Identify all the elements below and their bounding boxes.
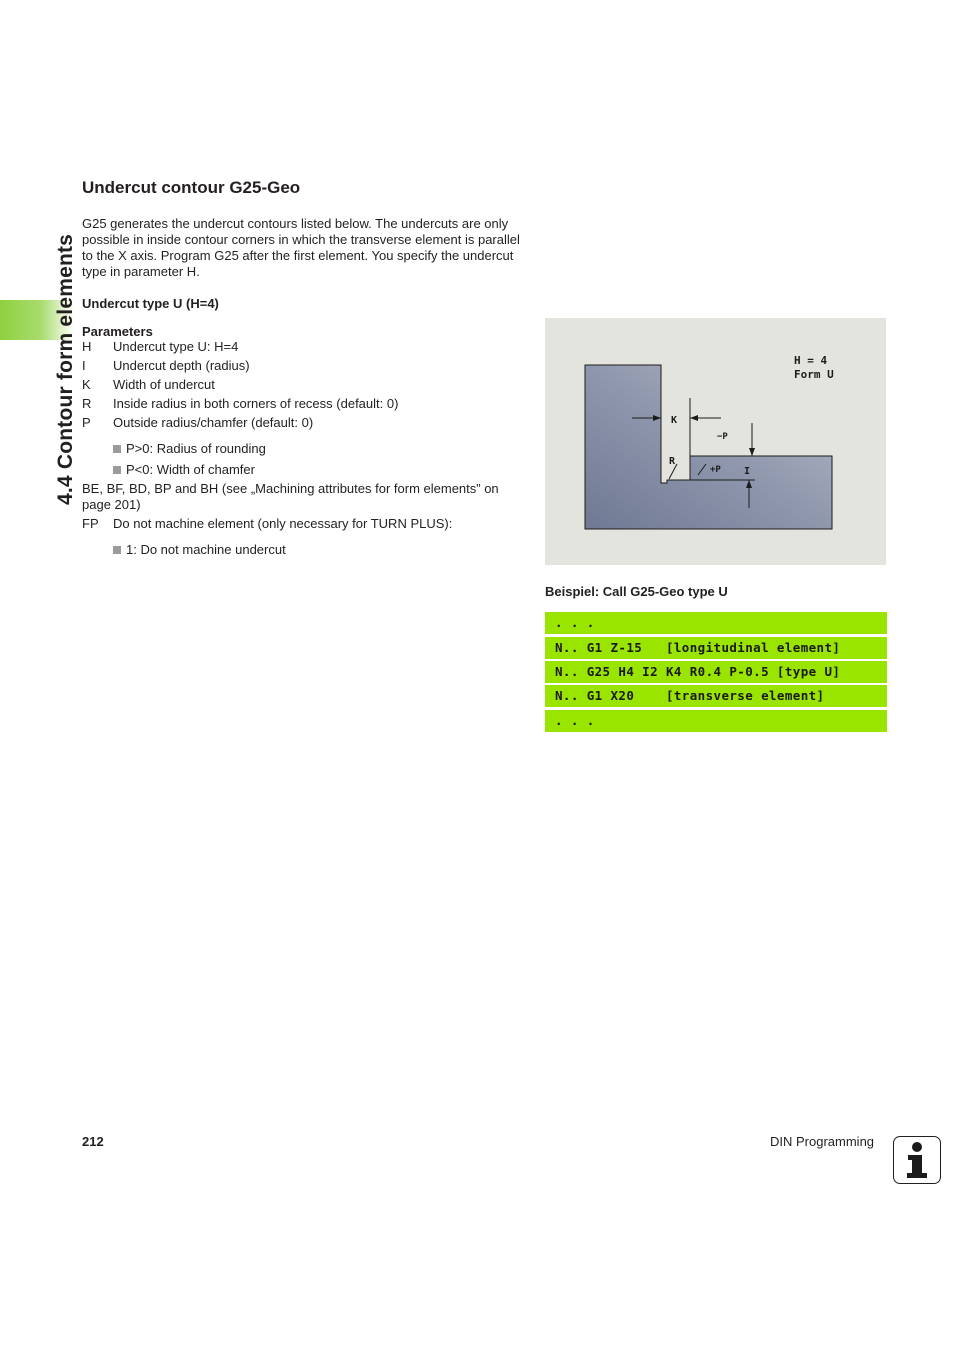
page-number: 212 [82,1134,104,1149]
arrow-i-top [749,448,755,456]
bullet-square-icon [113,466,121,474]
parameter-desc: Do not machine element (only necessary for TURN PLUS): [113,516,453,531]
section-title: Undercut contour G25-Geo [82,178,301,197]
bullet-item [113,542,286,558]
code-line: N.. G25 H4 I2 K4 R0.4 P-0.5 [type U] [545,661,887,683]
parameter-key: R [82,396,92,411]
label-r: R [669,456,676,467]
code-line: . . . [545,710,887,732]
intro-paragraph: G25 generates the undercut contours listed below. The undercuts are only possible in inside contour corners in which the transverse element is parallel to the X axis. Program G25 after the first element. You specify the undercut type in parameter H. [82,216,520,279]
undercut-type-heading: Undercut type U (H=4) [82,296,219,311]
code-line: N.. G1 Z-15 [longitudinal element] [545,637,887,659]
bullet-square-icon [113,546,121,554]
machining-attributes-text: BE, BF, BD, BP and BH (see „Machining attributes for form elements” on page 201) [82,481,499,512]
parameter-desc: Inside radius in both corners of recess (default: 0) [113,396,399,411]
parameter-desc: Undercut type U: H=4 [113,339,239,354]
parameter-desc: Undercut depth (radius) [113,358,250,373]
parameter-key: H [82,339,92,354]
parameter-key: P [82,415,91,430]
arrow-k-right [690,415,698,421]
parameter-desc: Width of undercut [113,377,215,392]
info-icon [893,1136,941,1184]
code-line: . . . [545,612,887,634]
example-title: Beispiel: Call G25-Geo type U [545,584,728,599]
undercut-diagram [545,318,886,565]
bullet-item [113,462,255,478]
label-k: K [671,415,678,426]
parameter-key: I [82,358,86,373]
bullet-item [113,441,266,457]
label-form: Form U [794,368,834,381]
workpiece-shape [585,365,832,529]
parameter-desc: Outside radius/chamfer (default: 0) [113,415,314,430]
bullet-text: 1: Do not machine undercut [126,542,286,557]
code-line: N.. G1 X20 [transverse element] [545,685,887,707]
label-h: H = 4 [794,354,828,367]
parameter-key: K [82,377,91,392]
bullet-square-icon [113,445,121,453]
chapter-title-vertical: 4.4 Contour form elements [54,233,77,505]
bullet-text: P>0: Radius of rounding [126,441,266,456]
label-i: I [744,466,751,477]
parameter-key: FP [82,516,99,531]
manual-title: DIN Programming [770,1134,875,1149]
parameters-heading: Parameters [82,324,153,339]
bullet-text: P<0: Width of chamfer [126,462,255,477]
label-plus-p: +P [710,465,721,475]
label-minus-p: −P [717,432,728,442]
